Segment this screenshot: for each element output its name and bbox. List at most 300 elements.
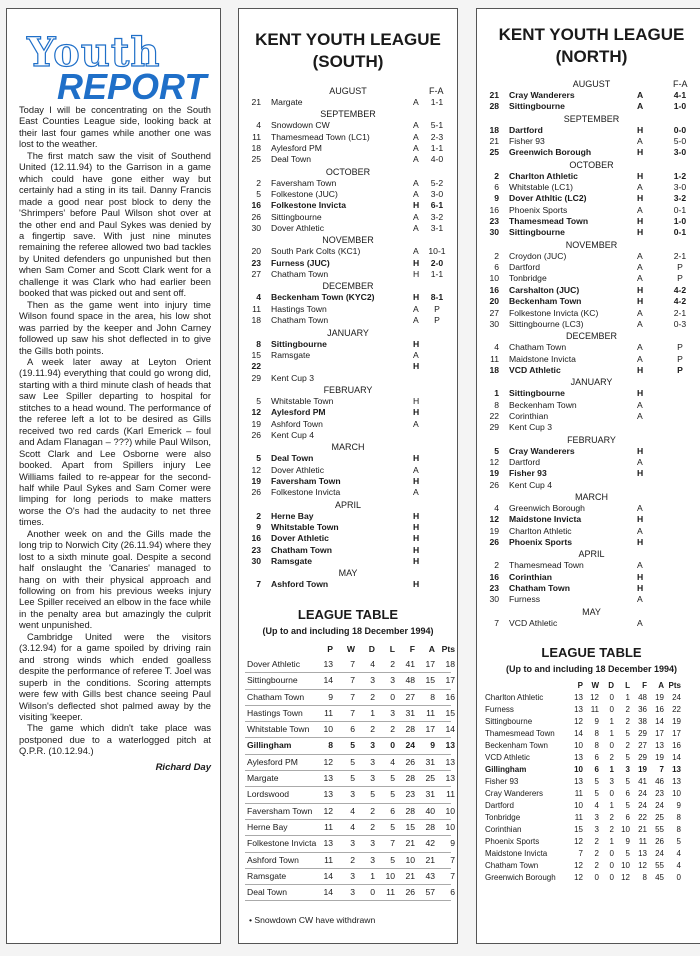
fixture-venue: A: [413, 349, 419, 360]
table-team: Sittingbourne: [485, 717, 533, 727]
table-row: [245, 804, 455, 820]
fixture-row: [483, 319, 700, 330]
fixture-venue: H: [413, 292, 420, 303]
fixture-opponent: Chatham Town: [509, 342, 567, 353]
table-cell: 6: [350, 724, 355, 735]
table-cell: 7: [659, 765, 664, 775]
month-heading: AUGUST: [329, 86, 367, 96]
month-heading: SEPTEMBER: [320, 109, 376, 120]
table-cell: 13: [574, 705, 583, 715]
masthead-report: REPORT: [57, 66, 207, 107]
table-cell: 0: [594, 873, 599, 883]
table-cell: 10: [445, 821, 455, 832]
table-cell: 2: [370, 724, 375, 735]
north-league-panel: [476, 8, 700, 944]
fixture-opponent: Whitstable (LC1): [509, 182, 573, 193]
table-col-header: A: [428, 643, 435, 654]
table-col-header: D: [368, 643, 375, 654]
table-cell: 46: [655, 777, 664, 787]
fixture-score: 2-1: [673, 307, 687, 318]
fixture-date: 21: [489, 90, 499, 100]
fixture-row: [245, 143, 451, 154]
table-cell: 19: [672, 717, 681, 727]
fixture-row: [245, 132, 451, 143]
fixture-date: 25: [489, 147, 499, 158]
table-cell: 14: [323, 870, 333, 881]
table-row: [483, 764, 700, 776]
table-cell: 24: [655, 801, 664, 811]
table-cell: 57: [425, 887, 435, 898]
table-cell: 10: [574, 765, 583, 775]
fixture-opponent: Aylesford PM: [271, 143, 322, 154]
fixture-row: [483, 480, 700, 491]
table-row: [483, 872, 700, 884]
table-cell: 7: [450, 854, 455, 865]
fixture-venue: H: [637, 514, 644, 525]
fixture-venue: A: [413, 131, 419, 142]
fixture-venue: H: [413, 269, 420, 280]
table-cell: 3: [625, 765, 630, 775]
table-cell: 16: [445, 691, 455, 702]
table-cell: 0: [609, 741, 614, 751]
table-cell: 13: [672, 765, 681, 775]
fixture-venue: A: [637, 136, 643, 147]
youth-report-panel: [6, 8, 221, 944]
table-row: [483, 728, 700, 740]
fixture-date: 28: [489, 101, 499, 112]
fixture-venue: A: [637, 456, 643, 467]
fixture-row: [245, 396, 451, 407]
article-paragraph: Another week on and the Gills made the long trip to Norwich City (26.11.94) where they lost to a sixth minute goal. Despite a second half onslaught the 'Canaries' managed to hang on with their physical approach and following on from his previous weeks injury Lee Spiller received an elbow in the face while in the penalty area but amazingly the culprit went unpunished.: [19, 528, 211, 631]
fixture-score: 1-1: [430, 143, 444, 154]
table-cell: 11: [590, 705, 599, 715]
table-cell: 5: [594, 789, 599, 799]
month-heading: AUGUST: [572, 79, 611, 89]
table-cell: 5: [625, 849, 630, 859]
fixture-opponent: Thamesmead Town: [509, 560, 584, 571]
fixture-row: [245, 476, 451, 487]
table-cell: 11: [446, 789, 455, 800]
fixture-row: [483, 147, 700, 158]
month-heading: OCTOBER: [569, 159, 614, 170]
fixture-row: [245, 373, 451, 384]
table-col-header: L: [389, 643, 395, 654]
table-cell: 10: [574, 801, 583, 811]
table-cell: 5: [390, 789, 395, 800]
table-cell: 11: [574, 789, 583, 799]
fixture-score: 2-3: [430, 131, 444, 142]
table-cell: 3: [594, 813, 599, 823]
fixture-date: 30: [251, 223, 261, 234]
table-col-header: W: [591, 681, 599, 691]
table-cell: 2: [390, 658, 395, 669]
table-cell: 13: [445, 756, 455, 767]
fixture-venue: A: [637, 262, 643, 273]
table-cell: 22: [638, 813, 647, 823]
fixture-row: [245, 419, 451, 430]
fixture-date: 26: [489, 479, 499, 490]
table-cell: 6: [594, 753, 599, 763]
table-cell: 15: [574, 825, 583, 835]
month-heading: NOVEMBER: [322, 235, 374, 246]
fixture-date: 6: [494, 182, 499, 193]
table-cell: 3: [350, 887, 355, 898]
fixture-opponent: Cray Wanderers: [509, 445, 575, 456]
fa-column-header: F-A: [429, 86, 444, 96]
table-cell: 21: [405, 870, 415, 881]
fixture-opponent: Dover Athletic: [271, 464, 325, 475]
fixture-venue: H: [637, 170, 644, 181]
north-table-title: LEAGUE TABLE: [541, 645, 642, 661]
fixture-venue: A: [413, 223, 419, 234]
table-team: Dover Athletic: [247, 658, 301, 669]
fixture-venue: H: [637, 583, 644, 594]
table-cell: 1: [370, 707, 375, 718]
fixture-venue: A: [637, 525, 643, 536]
fixture-date: 1: [494, 388, 499, 399]
table-row: [483, 704, 700, 716]
table-cell: 0: [390, 740, 395, 751]
table-cell: 6: [594, 765, 599, 775]
fixture-venue: H: [637, 388, 644, 399]
fixture-row: [483, 125, 700, 136]
article-body: [19, 105, 211, 758]
fixture-opponent: Sittingbourne: [509, 101, 565, 112]
table-row: [245, 885, 455, 901]
fixture-venue: A: [413, 154, 419, 165]
fixture-opponent: Dartford: [509, 124, 543, 135]
fixture-date: 4: [256, 120, 261, 131]
fixture-venue: H: [413, 579, 420, 590]
table-cell: 9: [594, 717, 599, 727]
table-cell: 10: [385, 870, 395, 881]
fixture-row: [245, 212, 451, 223]
table-cell: 12: [323, 756, 333, 767]
fixture-row: [483, 171, 700, 182]
fixture-row: [483, 422, 700, 433]
fixture-row: [483, 560, 700, 571]
fixture-row: [483, 526, 700, 537]
fixture-row: [245, 487, 451, 498]
fixture-date: 6: [494, 262, 499, 273]
fixture-date: 23: [251, 257, 261, 268]
fixture-venue: H: [413, 407, 420, 418]
fixture-venue: A: [637, 399, 643, 410]
month-heading: SEPTEMBER: [563, 113, 620, 124]
fixture-date: 2: [256, 510, 261, 521]
fixture-opponent: Beckenham Town (KYC2): [271, 292, 375, 303]
table-cell: 25: [655, 813, 664, 823]
table-cell: 8: [328, 740, 333, 751]
south-league-table: [245, 642, 455, 902]
table-cell: 7: [350, 707, 355, 718]
fixture-row: [245, 189, 451, 200]
table-cell: 21: [425, 854, 435, 865]
fixture-row: [245, 350, 451, 361]
fixture-row: [483, 618, 700, 629]
table-cell: 6: [390, 805, 395, 816]
fixture-row: [483, 308, 700, 319]
fixture-date: 12: [251, 407, 261, 418]
fixture-date: 27: [251, 269, 261, 280]
fixture-venue: A: [637, 502, 643, 513]
table-cell: 3: [370, 756, 375, 767]
fixture-date: 26: [251, 429, 261, 440]
fixture-date: 15: [251, 349, 261, 360]
table-cell: 13: [672, 777, 681, 787]
table-cell: 55: [655, 861, 664, 871]
table-row: [483, 824, 700, 836]
fixture-score: 1-2: [673, 170, 687, 181]
fixture-score: 2-0: [430, 257, 444, 268]
fixture-venue: H: [413, 475, 420, 486]
fixture-opponent: Aylesford PM: [271, 407, 326, 418]
table-team: Fisher 93: [485, 777, 519, 787]
fixture-date: 12: [489, 456, 499, 467]
article-author: Richard Day: [155, 761, 211, 773]
table-cell: 4: [350, 805, 355, 816]
fixture-opponent: Folkestone Invicta (KC): [509, 307, 599, 318]
table-col-header: L: [625, 681, 630, 691]
fixture-score: 0-0: [673, 124, 687, 135]
fixture-date: 4: [256, 292, 261, 303]
south-table-title: LEAGUE TABLE: [297, 606, 399, 622]
table-cell: 11: [324, 707, 333, 718]
table-row: [483, 716, 700, 728]
table-col-header: A: [658, 681, 664, 691]
fixture-score: P: [434, 315, 440, 326]
fixture-opponent: Snowdown CW: [271, 120, 330, 131]
fixture-opponent: Thamesmead Town (LC1): [271, 131, 370, 142]
table-team: Gillingham: [485, 765, 527, 775]
fixture-row: [483, 342, 700, 353]
table-cell: 8: [594, 729, 599, 739]
fixture-venue: H: [637, 468, 644, 479]
table-cell: 9: [625, 837, 630, 847]
table-cell: 19: [638, 765, 647, 775]
fixture-date: 16: [251, 200, 261, 211]
table-cell: 22: [672, 705, 681, 715]
table-cell: 9: [676, 801, 681, 811]
fixture-opponent: Margate: [271, 97, 303, 107]
table-row: [483, 740, 700, 752]
fixture-row: [483, 400, 700, 411]
fixture-score: 3-2: [430, 211, 444, 222]
fixture-venue: A: [413, 487, 419, 498]
table-cell: 31: [405, 707, 415, 718]
table-cell: 2: [350, 854, 355, 865]
fixture-row: [483, 354, 700, 365]
fixture-venue: A: [413, 211, 419, 222]
table-cell: 3: [370, 854, 375, 865]
fixture-date: 5: [256, 395, 261, 406]
table-cell: 4: [350, 821, 355, 832]
fixture-date: 18: [489, 124, 499, 135]
fixture-date: 5: [494, 445, 499, 456]
fixture-opponent: Phoenix Sports: [509, 204, 568, 215]
table-cell: 0: [609, 873, 614, 883]
table-cell: 7: [350, 675, 355, 686]
table-cell: 2: [594, 849, 599, 859]
fixture-opponent: Chatham Town: [271, 315, 329, 326]
fixture-row: [483, 594, 700, 605]
table-team: Herne Bay: [247, 821, 288, 832]
fixture-score: 0-3: [673, 318, 687, 329]
table-cell: 14: [672, 753, 681, 763]
fixture-opponent: Faversham Town: [271, 475, 341, 486]
fixture-date: 9: [494, 193, 499, 204]
fixture-date: 30: [489, 227, 499, 238]
table-cell: 5: [625, 777, 630, 787]
table-cell: 4: [390, 756, 395, 767]
fixture-row: [245, 120, 451, 131]
fixture-row: [245, 545, 451, 556]
fixture-opponent: Sittingbourne: [509, 388, 565, 399]
fixture-opponent: Kent Cup 4: [271, 429, 314, 440]
month-header-row: [245, 85, 451, 97]
table-cell: 12: [638, 861, 647, 871]
fixture-venue: A: [413, 177, 419, 188]
table-cell: 31: [425, 789, 435, 800]
fixture-date: 8: [494, 399, 499, 410]
fixture-date: 11: [490, 353, 499, 364]
fixture-date: 23: [489, 216, 499, 227]
table-cell: 3: [390, 675, 395, 686]
table-row: [245, 706, 455, 722]
table-cell: 36: [638, 705, 647, 715]
month-heading: APRIL: [578, 549, 605, 560]
fixture-date: 2: [256, 177, 261, 188]
fixture-opponent: Sittingbourne (LC3): [509, 318, 584, 329]
table-row: [483, 752, 700, 764]
fixture-date: 30: [489, 594, 499, 605]
fixture-row: [245, 579, 451, 590]
fixture-row: [245, 178, 451, 189]
fixture-opponent: Thamesmead Town: [509, 216, 589, 227]
fixture-score: P: [434, 303, 440, 314]
table-cell: 8: [676, 813, 681, 823]
south-fixture-list: [245, 85, 451, 591]
fixture-opponent: Charlton Athletic: [509, 170, 578, 181]
table-cell: 0: [609, 789, 614, 799]
fixture-opponent: Maidstone Invicta: [509, 514, 582, 525]
fixture-row: [245, 315, 451, 326]
fixture-venue: H: [637, 537, 644, 547]
fixture-date: 29: [251, 372, 261, 383]
table-cell: 24: [638, 789, 647, 799]
fixture-venue: H: [637, 284, 644, 295]
fixture-row: [245, 453, 451, 464]
fixture-venue: A: [637, 410, 643, 421]
table-cell: 15: [405, 821, 415, 832]
south-footnote: • Snowdown CW have withdrawn: [249, 915, 376, 926]
table-cell: 3: [350, 789, 355, 800]
table-cell: 3: [609, 777, 614, 787]
fixture-opponent: Whitstable Town: [271, 521, 339, 532]
table-cell: 1: [609, 729, 614, 739]
table-cell: 16: [655, 705, 664, 715]
month-header-row: [483, 78, 700, 90]
table-cell: 4: [370, 658, 375, 669]
youth-report-masthead: [27, 29, 211, 107]
table-row: [483, 788, 700, 800]
fixture-venue: H: [413, 521, 420, 532]
fixture-score: P: [677, 342, 683, 353]
table-cell: 3: [370, 838, 375, 849]
fixture-venue: H: [637, 364, 644, 375]
fixture-opponent: Carshalton (JUC): [509, 284, 580, 295]
table-cell: 28: [405, 805, 415, 816]
table-col-header: F: [409, 643, 415, 654]
table-row: [245, 836, 455, 852]
table-cell: 0: [609, 849, 614, 859]
fixture-row: [483, 583, 700, 594]
fixture-date: 20: [251, 246, 261, 257]
table-cell: 13: [574, 777, 583, 787]
fixture-venue: A: [637, 204, 643, 215]
table-row: [245, 787, 455, 803]
article-paragraph: Cambridge United were the visitors (3.12.94) for a game spoiled by driving rain and strong winds which ended goalless despite the performance of referee T. Joel was superb in the conditions. Scoring attempts were few with Gills best chance seeing Paul Wilson's deflected shot palmed away by the visiting 'keeper.: [19, 631, 211, 723]
table-cell: 0: [609, 693, 614, 703]
table-cell: 18: [445, 658, 455, 669]
north-fixture-list: [483, 78, 700, 629]
fixture-score: 1-1: [430, 269, 444, 280]
fixture-row: [483, 227, 700, 238]
fixture-opponent: Furness: [509, 594, 541, 605]
table-cell: 12: [621, 873, 630, 883]
fixture-score: 10-1: [428, 246, 446, 257]
table-cell: 11: [574, 813, 583, 823]
table-cell: 6: [625, 789, 630, 799]
fixture-venue: A: [637, 101, 644, 112]
fixture-date: 16: [489, 571, 499, 582]
fixture-opponent: Croydon (JUC): [509, 250, 567, 261]
table-cell: 1: [609, 837, 614, 847]
north-subtitle: (NORTH): [555, 47, 628, 66]
month-heading: DECEMBER: [322, 281, 374, 292]
fixture-venue: H: [637, 296, 644, 307]
table-cell: 13: [655, 741, 664, 751]
table-cell: 41: [638, 777, 647, 787]
fixture-venue: H: [637, 124, 644, 135]
table-cell: 5: [390, 821, 395, 832]
fixture-venue: A: [637, 307, 643, 318]
article-paragraph: A week later away at Leyton Orient (19.11.94) everything that could go wrong did, starting with a third minute clash of heads that saw Lee Spiller departing to hospital for stitches to a head wound. The performance of the referee left a lot to be desired as Gills received two red cards (Karl Emerick – foul and Adam Flanagan – ???) while Paul Wilson, Scott Clark and Lee Osborne were also booked. Apart from Spillers injury Lee Williams failed to re-appear for the second-half while Paul Sykes and Sam Comer were limping for long periods to make matters worse the O's had the audacity to net three times.: [19, 356, 211, 528]
table-cell: 6: [450, 887, 455, 898]
fixture-opponent: Kent Cup 3: [271, 372, 314, 383]
table-team: Margate: [247, 773, 279, 784]
fixture-venue: H: [637, 445, 644, 456]
table-cell: 2: [625, 705, 630, 715]
fixture-opponent: Folkestone Invicta: [271, 487, 341, 498]
fixture-opponent: Deal Town: [271, 453, 314, 464]
fixture-row: [483, 216, 700, 227]
fixture-opponent: Cray Wanderers: [509, 90, 575, 100]
table-team: Furness: [485, 705, 514, 715]
table-cell: 1: [609, 717, 614, 727]
table-row: [245, 738, 455, 754]
table-cell: 16: [672, 741, 681, 751]
fixture-row: [245, 223, 451, 234]
table-cell: 7: [450, 870, 455, 881]
fixture-opponent: Dover Athltic (LC2): [509, 193, 587, 204]
table-cell: 2: [594, 837, 599, 847]
fixture-opponent: Dover Athletic: [271, 223, 325, 234]
table-cell: 1: [370, 870, 375, 881]
table-cell: 5: [350, 756, 355, 767]
table-cell: 3: [370, 740, 375, 751]
table-cell: 43: [425, 870, 435, 881]
